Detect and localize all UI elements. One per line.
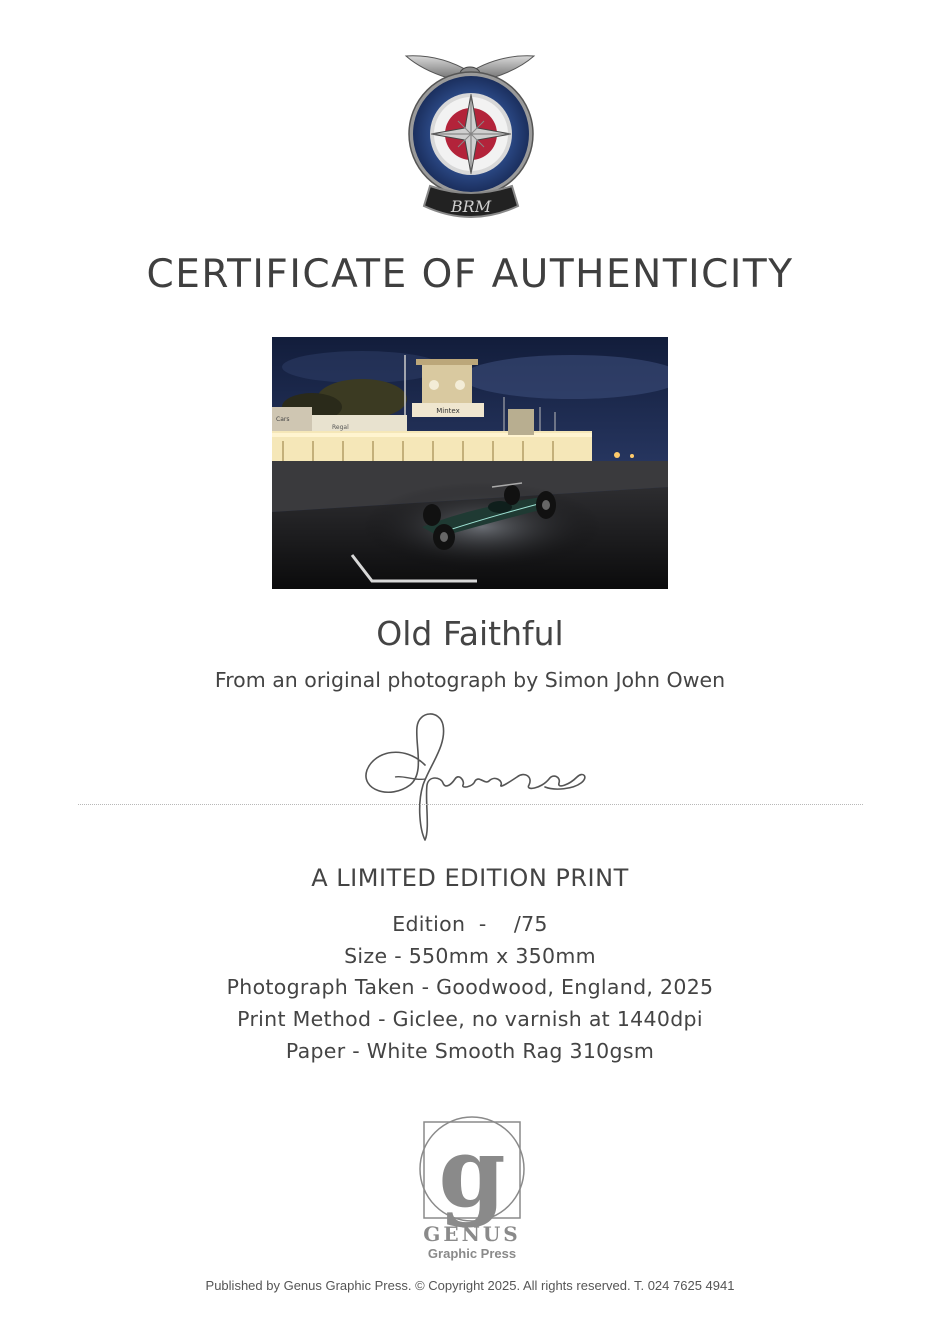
spec-size: Size - 550mm x 350mm: [344, 944, 596, 968]
photographer-byline: From an original photograph by Simon John Owen: [214, 668, 726, 692]
spec-paper: Paper - White Smooth Rag 310gsm: [285, 1039, 655, 1063]
race-car-photograph: [272, 337, 668, 589]
brm-badge-logo: [400, 50, 540, 225]
svg-text:g: g: [438, 1116, 506, 1229]
badge-monogram: BRM: [450, 197, 492, 216]
spec-edition-number: Edition - /75: [392, 912, 548, 936]
publisher-footer: Published by Genus Graphic Press. © Copyright 2025. All rights reserved. T. 024 7625 4941: [205, 1278, 735, 1293]
artist-signature: [355, 705, 595, 845]
svg-text:GENUS: GENUS: [423, 1222, 521, 1246]
spec-print-method: Print Method - Giclee, no varnish at 1440dpi: [237, 1007, 703, 1031]
signature-line: [78, 804, 863, 805]
print-title: Old Faithful: [376, 614, 564, 653]
certificate-title: CERTIFICATE OF AUTHENTICITY: [146, 252, 794, 297]
spec-photograph-taken: Photograph Taken - Goodwood, England, 2025: [226, 975, 714, 999]
svg-text:Regal: Regal: [332, 424, 349, 431]
svg-text:Graphic Press: Graphic Press: [427, 1246, 517, 1261]
svg-text:Mintex: Mintex: [436, 407, 460, 415]
svg-text:Cars: Cars: [276, 416, 290, 423]
genus-graphic-press-logo: [410, 1110, 534, 1262]
edition-heading: A LIMITED EDITION PRINT: [311, 864, 629, 892]
